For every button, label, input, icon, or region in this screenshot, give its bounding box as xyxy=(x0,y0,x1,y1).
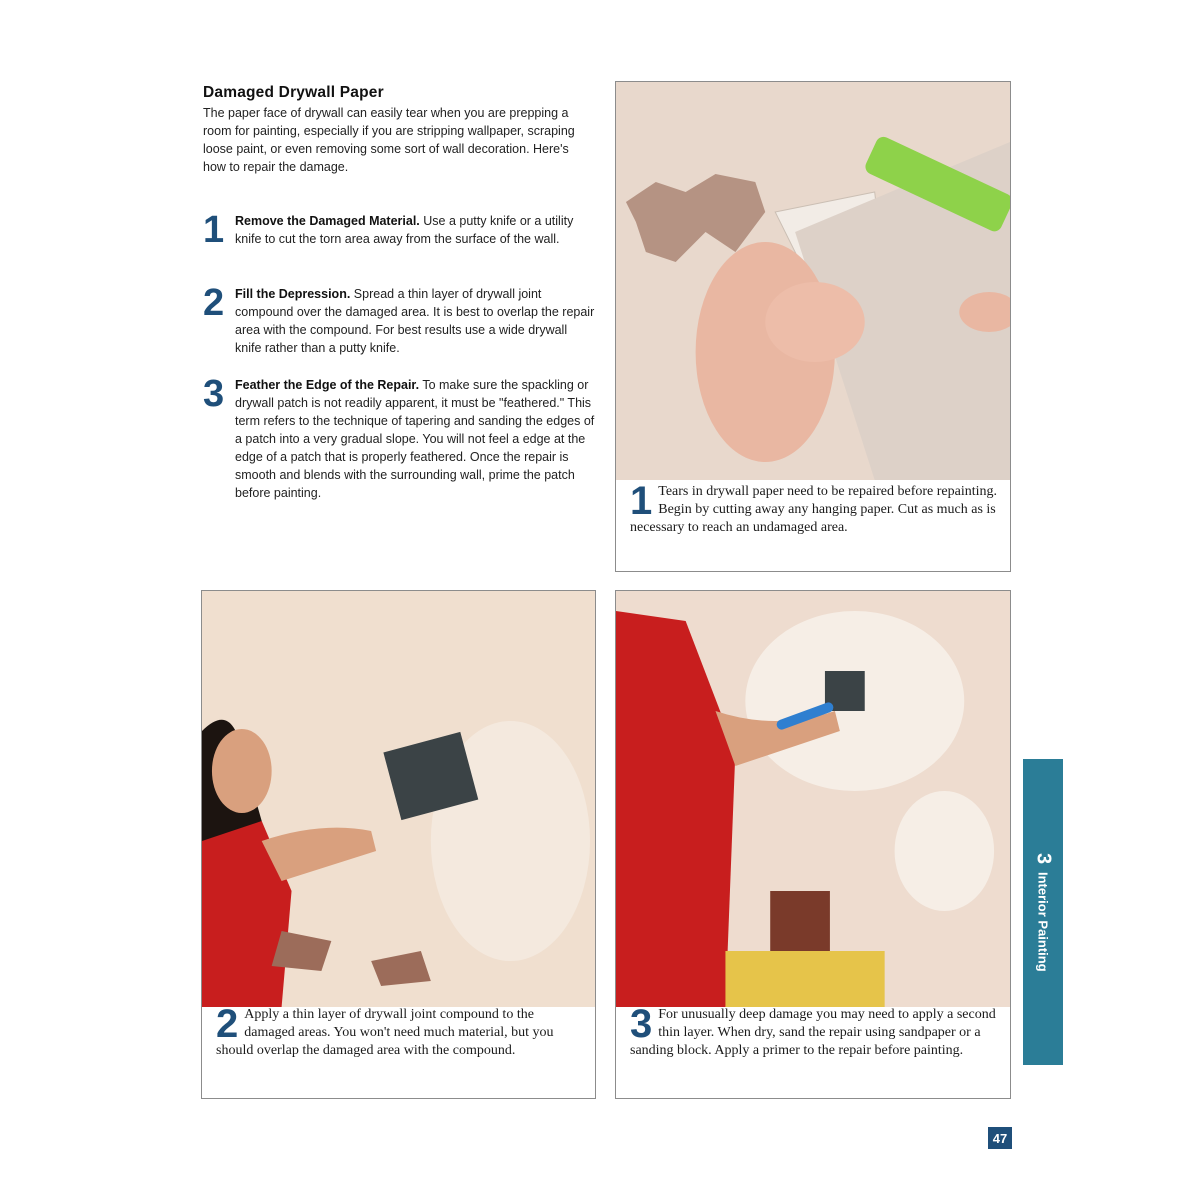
intro-section xyxy=(203,84,595,176)
caption-number: 2 xyxy=(216,1002,239,1046)
figure-3-photo xyxy=(616,591,1010,1007)
step-body: To make sure the spackling or drywall patch is not readily apparent, it must be "feathered." This term refers to the technique of tapering and sanding the edges of a patch into a very gradual slope. You will not feel a edge at the edge of a patch that is properly feathered. Once the repair is smooth and blends with the surrounding wall, prime the patch before painting. xyxy=(235,378,595,500)
figure-3-caption xyxy=(616,1002,1010,1098)
caption-text: Apply a thin layer of drywall joint compound to the damaged areas. You won't need much material, but you should overlap the damaged area with the compound. xyxy=(216,1007,554,1058)
step-text xyxy=(203,282,595,357)
step-heading: Remove the Damaged Material. xyxy=(235,214,420,228)
caption-text: For unusually deep damage you may need to apply a second thin layer. When dry, sand the repair using sandpaper or a sanding block. Apply a primer to the repair before painting. xyxy=(630,1007,996,1058)
chapter-label: Interior Painting xyxy=(1035,871,1051,972)
step-3 xyxy=(203,373,595,502)
photo-sanding-repair xyxy=(616,591,1010,1007)
step-number: 3 xyxy=(203,373,225,415)
step-heading: Fill the Depression. xyxy=(235,287,351,301)
step-number: 2 xyxy=(203,282,225,324)
chapter-number: 3 xyxy=(1032,852,1055,864)
step-2 xyxy=(203,282,595,357)
figure-1-photo xyxy=(616,82,1010,480)
photo-tearing-drywall-paper xyxy=(616,82,1010,480)
chapter-tab-content xyxy=(1032,853,1055,972)
caption-text: Tears in drywall paper need to be repaired before repainting. Begin by cutting away any hanging paper. Cut as much as is necessary to reach an undamaged area. xyxy=(630,484,998,535)
photo-applying-compound xyxy=(202,591,595,1007)
step-text xyxy=(203,209,595,251)
figure-1-caption xyxy=(616,479,1010,571)
step-heading: Feather the Edge of the Repair. xyxy=(235,378,420,392)
chapter-tab xyxy=(1023,759,1063,1065)
intro-paragraph: The paper face of drywall can easily tear when you are prepping a room for painting, especially if you are stripping wallpaper, scraping loose paint, or even removing some sort of wall decoration. Here's how to repair the damage. xyxy=(203,106,575,174)
step-number: 1 xyxy=(203,209,225,251)
caption-number: 3 xyxy=(630,1002,653,1046)
figure-1 xyxy=(615,81,1011,572)
figure-3 xyxy=(615,590,1011,1099)
step-body: Use a putty knife or a utility knife to cut the torn area away from the surface of the wall. xyxy=(235,214,574,246)
step-1 xyxy=(203,209,595,251)
caption-number: 1 xyxy=(630,479,653,523)
step-text xyxy=(203,373,595,502)
step-body: Spread a thin layer of drywall joint compound over the damaged area. It is best to overlap the repair area with the compound. For best results use a wide drywall knife rather than a putty knife. xyxy=(235,287,595,355)
figure-2 xyxy=(201,590,596,1099)
page-number: 47 xyxy=(988,1127,1012,1149)
section-title: Damaged Drywall Paper xyxy=(203,84,384,101)
figure-2-photo xyxy=(202,591,595,1007)
figure-2-caption xyxy=(202,1002,595,1098)
